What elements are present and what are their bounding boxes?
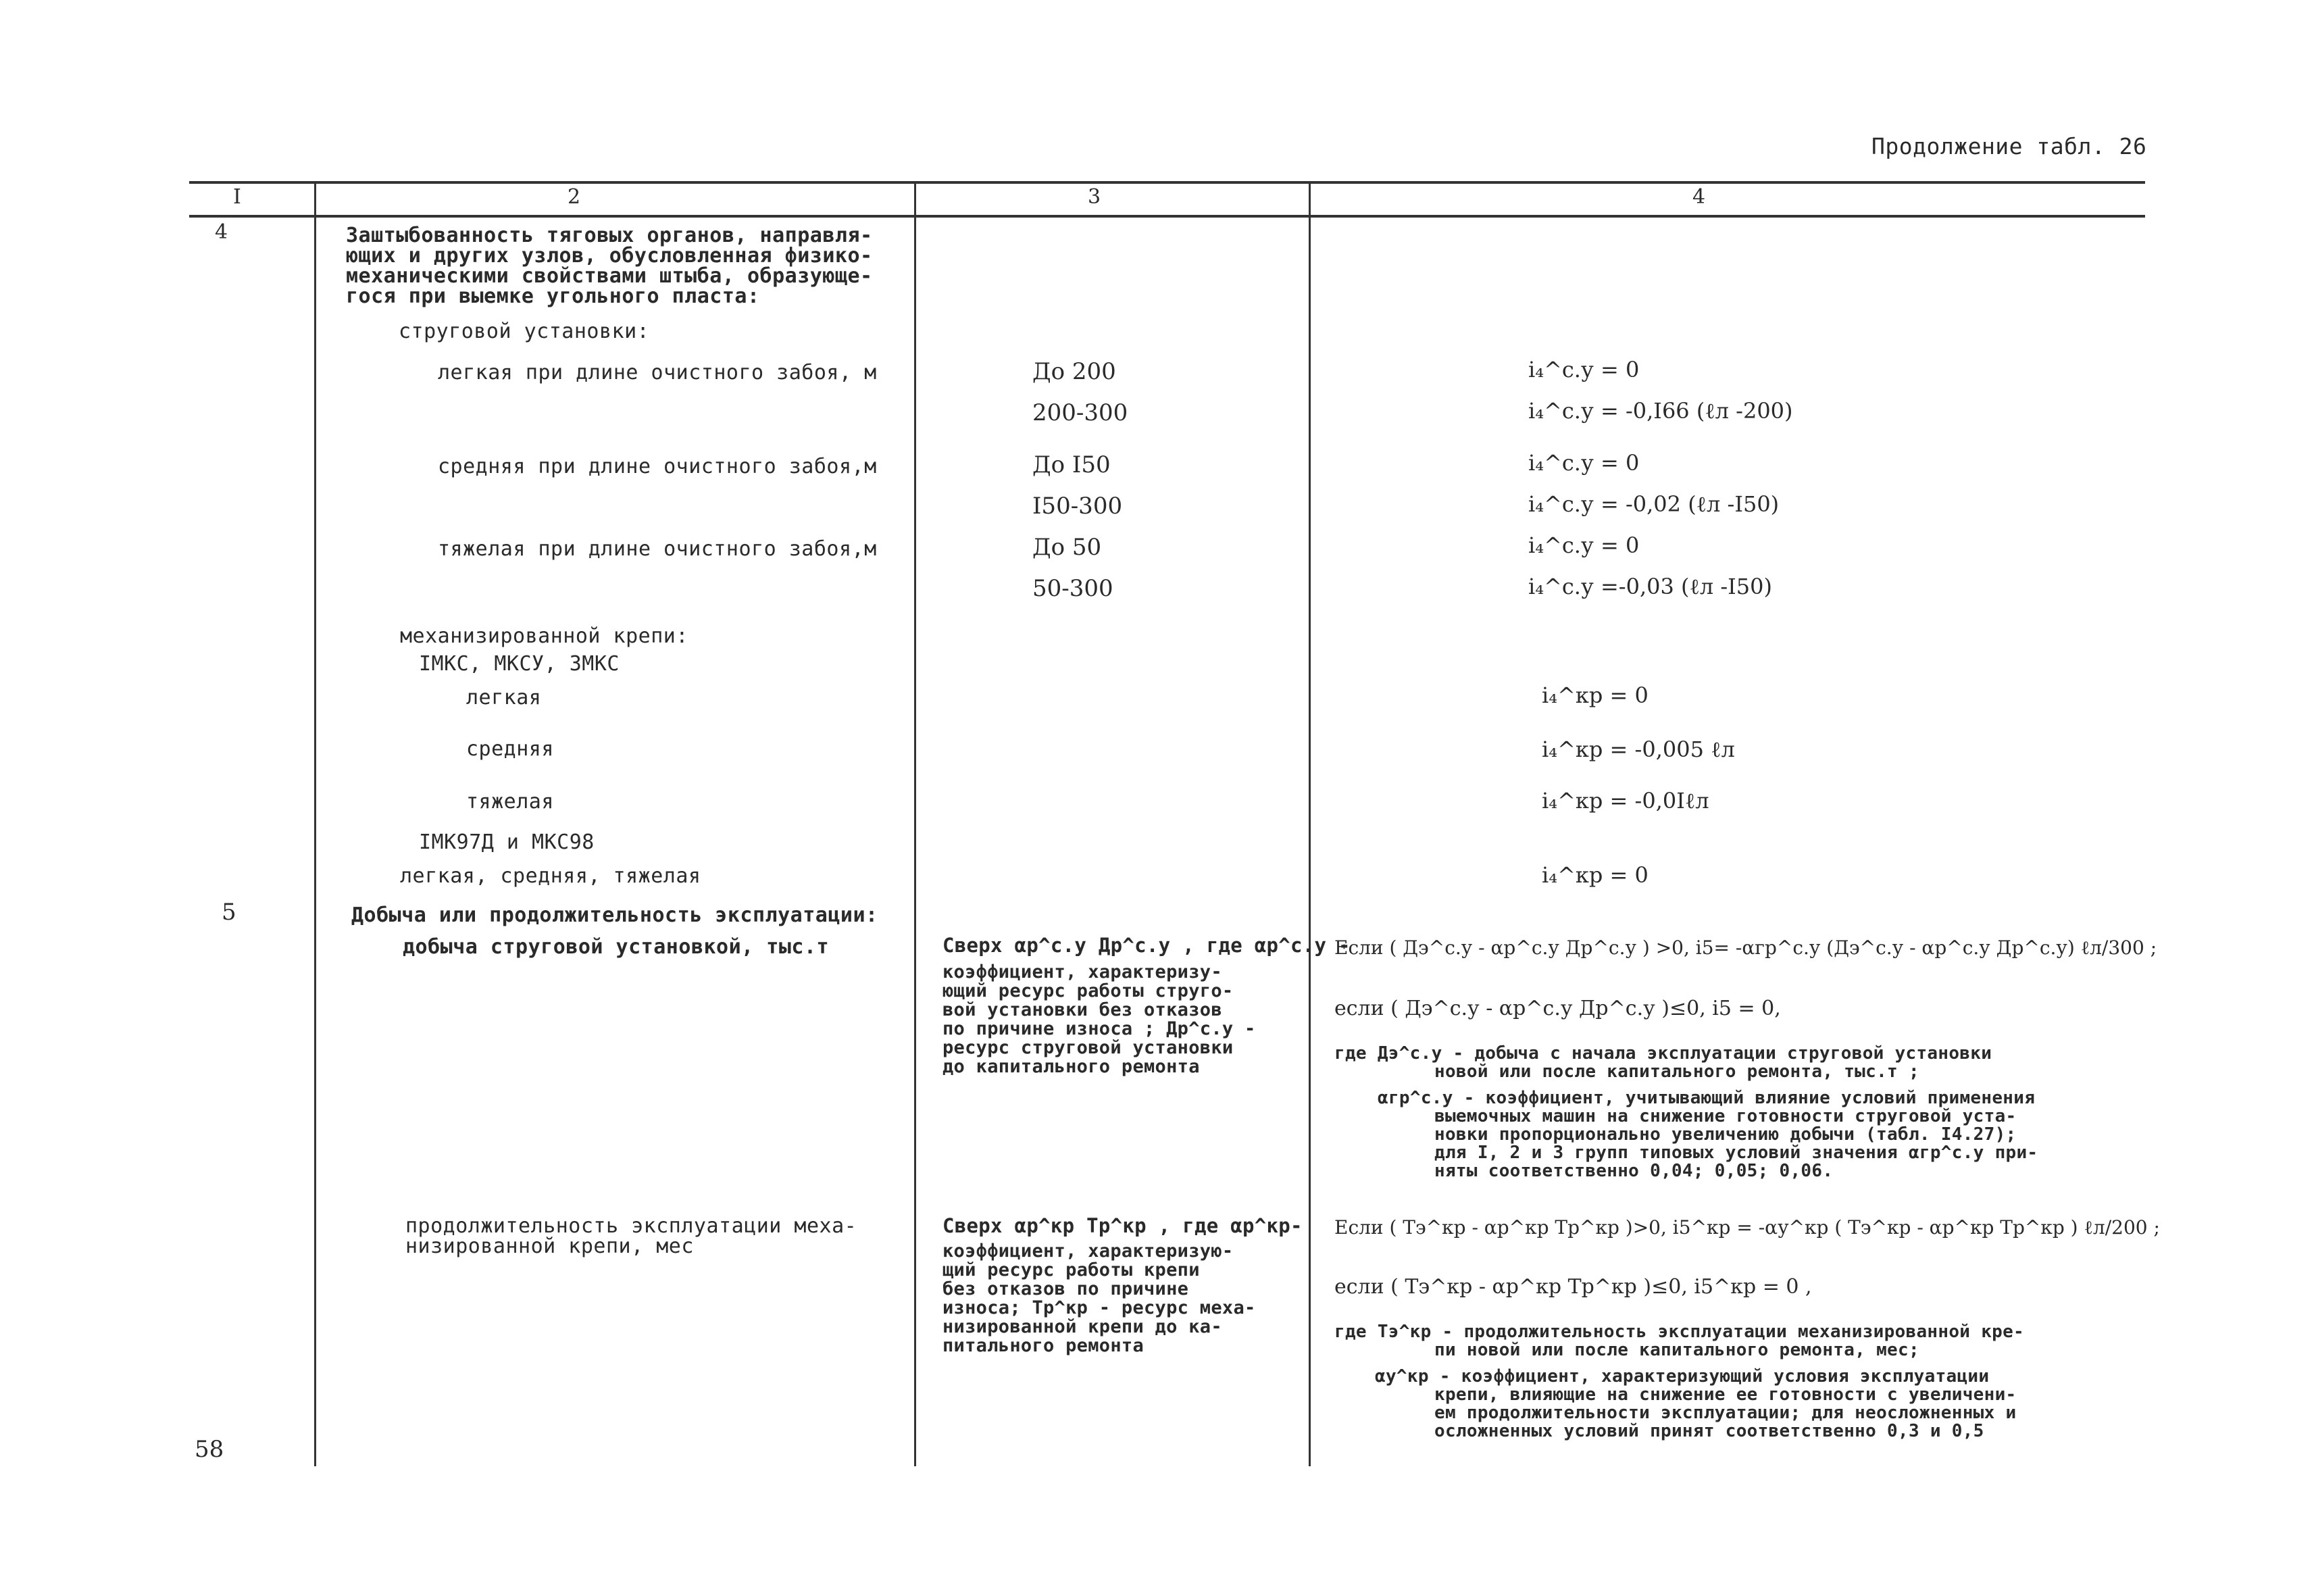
continuation-label: Продолжение табл. 26 xyxy=(1871,133,2147,159)
range-light-1: До 200 xyxy=(1032,358,1116,385)
page-number: 58 xyxy=(195,1436,224,1463)
row5-title: Добыча или продолжительность эксплуатации: xyxy=(351,903,878,927)
plow-title: струговой установки: xyxy=(399,320,650,343)
range-medium-1: До I50 xyxy=(1032,451,1111,478)
row-number-4: 4 xyxy=(215,220,228,244)
support-types-1: IМКС, МКСУ, ЗМКС xyxy=(419,652,620,676)
plow-light-label: легкая при длине очистного забоя, м xyxy=(438,361,877,384)
plow-formula-6: i₄^с.у =-0,03 (ℓл -I50) xyxy=(1528,574,1772,599)
support-formula-3: i₄^кр = -0,0Iℓл xyxy=(1542,788,1709,814)
plow-formula-2: i₄^с.у = -0,I66 (ℓл -200) xyxy=(1528,398,1793,424)
support-medium: средняя xyxy=(466,737,554,761)
column-divider-1 xyxy=(314,184,316,1466)
range-heavy-2: 50-300 xyxy=(1032,575,1113,602)
support-light: легкая xyxy=(466,686,542,709)
column-divider-3 xyxy=(1309,184,1311,1466)
plow-formula-1: i₄^с.у = 0 xyxy=(1528,357,1640,382)
plow-medium-label: средняя при длине очистного забоя,м xyxy=(438,455,877,478)
column-divider-2 xyxy=(914,184,916,1466)
range-heavy-1: До 50 xyxy=(1032,534,1102,561)
support-zero-formula: если ( Тэ^кр - αр^кр Тр^кр )≤0, i5^кр = 0 , xyxy=(1334,1275,1812,1299)
support-definitions: где Тэ^кр - продолжительность эксплуатации механизированной кре- пи новой или после капитального ремонта, мес; αу^кр - коэффициент, характеризующий условия эксплуатации крепи, влияющие на снижение ее готовности с увеличени- ем продолжительности эксплуатации; для неосложненных и осложненных условий принят соответственно 0,3 и 0,5 xyxy=(1334,1322,2025,1441)
table-top-rule xyxy=(189,181,2145,184)
support-types-2: IМК97Д и МКС98 xyxy=(419,830,595,854)
support-all: легкая, средняя, тяжелая xyxy=(400,864,701,888)
plow-zero-formula: если ( Дэ^с.у - αр^с.у Др^с.у )≤0, i5 = 0, xyxy=(1334,997,1781,1020)
plow-formula-3: i₄^с.у = 0 xyxy=(1528,450,1640,476)
plow-formula-5: i₄^с.у = 0 xyxy=(1528,532,1640,558)
range-light-2: 200-300 xyxy=(1032,399,1128,426)
plow-formula-4: i₄^с.у = -0,02 (ℓл -I50) xyxy=(1528,491,1780,517)
row4-description: Заштыбованность тяговых органов, направля- ющих и других узлов, обусловленная физико- механическими свойствами штыба, образующе- гося при выемке угольного пласта: xyxy=(346,224,873,308)
plow-heavy-label: тяжелая при длине очистного забоя,м xyxy=(438,537,877,561)
header-bottom-rule xyxy=(189,215,2145,218)
support-resource-text: Сверх αр^кр Тр^кр , где αр^кр- коэффициент, характеризую- щий ресурс работы крепи без отказов по причине износа; Тр^кр - ресурс меха- низированной крепи до ка- питального ремонта xyxy=(942,1214,1303,1356)
plow-resource-text: Сверх αр^с.у Др^с.у , где αр^с.у - коэффициент, характеризу- ющий ресурс работы стругo- вой установки без отказов по причине износа ; Др^с.у - ресурс струговой установки до капитального ремонта xyxy=(942,934,1351,1077)
column-number-4: 4 xyxy=(1692,185,1706,209)
range-medium-2: I50-300 xyxy=(1032,493,1123,520)
support-reduction-formula: Если ( Тэ^кр - αр^кр Тр^кр )>0, i5^кр = -αу^кр ( Тэ^кр - αр^кр Тр^кр ) ℓл/200 ; xyxy=(1334,1216,2160,1239)
column-number-3: 3 xyxy=(1088,185,1101,209)
support-title: механизированной крепи: xyxy=(400,624,688,648)
plow-definitions: где Дэ^с.у - добыча с начала эксплуатации струговой установки новой или после капитального ремонта, тыс.т ; αгр^с.у - коэффициент, учитывающий влияние условий применения выемочных машин на снижение готовности струговой уста- новки пропорционально увеличению добычи (табл. I4.27); для I, 2 и 3 групп типовых условий значения αгр^с.у при- няты соответственно 0,04; 0,05; 0,06. xyxy=(1334,1043,2038,1181)
column-number-1: I xyxy=(233,185,241,209)
row-number-5: 5 xyxy=(222,899,236,926)
support-formula-4: i₄^кр = 0 xyxy=(1542,862,1649,888)
column-number-2: 2 xyxy=(568,185,581,209)
support-duration-label: продолжительность эксплуатации меха- низированной крепи, мес xyxy=(405,1214,857,1258)
support-formula-1: i₄^кр = 0 xyxy=(1542,682,1649,708)
plow-reduction-formula: Если ( Дэ^с.у - αр^с.у Др^с.у ) >0, i5= -αгр^с.у (Дэ^с.у - αр^с.у Др^с.у) ℓл/300 ; xyxy=(1334,937,2157,959)
support-formula-2: i₄^кр = -0,005 ℓл xyxy=(1542,737,1735,762)
plow-production-label: добыча струговой установкой, тыс.т xyxy=(403,935,830,959)
support-heavy: тяжелая xyxy=(466,790,554,814)
